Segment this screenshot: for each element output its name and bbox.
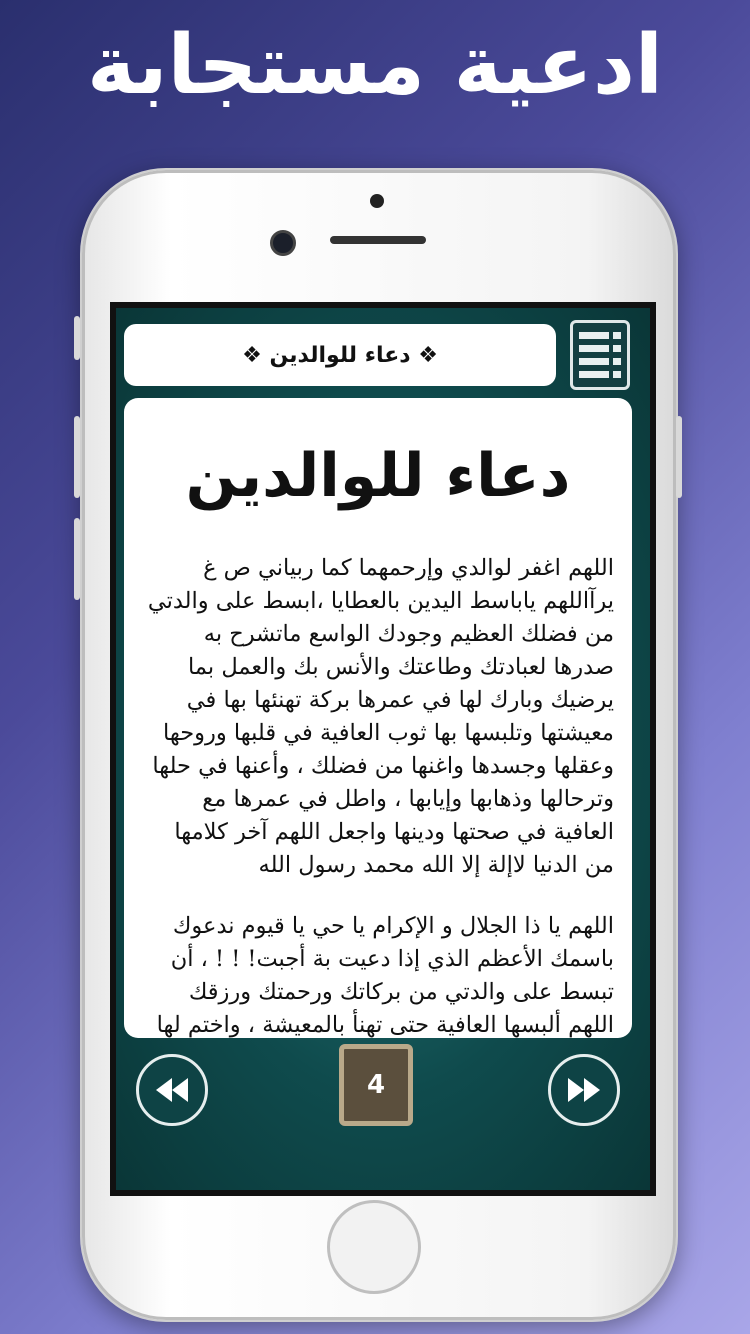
page-number-badge bbox=[339, 1044, 413, 1126]
promo-title: ادعية مستجابة bbox=[86, 18, 664, 113]
header-title: ❖ دعاء للوالدين ❖ bbox=[242, 342, 438, 368]
prayer-text bbox=[124, 552, 632, 1038]
phone-power-button bbox=[676, 416, 682, 498]
phone-volume-up bbox=[74, 416, 80, 498]
phone-volume-down bbox=[74, 518, 80, 600]
prayer-paragraph: اللهم يا ذا الجلال و الإكرام يا حي يا قيوم ندعوك باسمك الأعظم الذي إذا دعيت بة أجبت! ! ! ، أن تبسط على والدتي من بركاتك ورحمتك ورزقك اللهم ألبسها العافية حتى تهنأ بالمعيشة ، واختم لها bbox=[156, 913, 614, 1038]
page-number: 4 bbox=[366, 1070, 386, 1100]
front-camera bbox=[270, 230, 296, 256]
list-menu-icon[interactable] bbox=[570, 320, 630, 390]
prayer-content-card[interactable] bbox=[124, 398, 632, 1038]
phone-frame bbox=[80, 168, 678, 1322]
earpiece-speaker bbox=[330, 236, 426, 244]
home-button[interactable] bbox=[327, 1200, 421, 1294]
fast-forward-icon[interactable] bbox=[548, 1054, 620, 1126]
phone-mute-switch bbox=[74, 316, 80, 360]
prayer-heading: دعاء للوالدين bbox=[185, 441, 571, 511]
rewind-icon[interactable] bbox=[136, 1054, 208, 1126]
proximity-sensor bbox=[370, 194, 384, 208]
prayer-paragraph: اللهم اغفر لوالدي وإرحمهما كما ربياني ص غ يرآاللهم ياباسط اليدين بالعطايا ،ابسط على والدتي من فضلك العظيم وجودك الواسع ماتشرح به صدرها لعبادتك وطاعتك والأنس بك والعمل بما يرضيك وبارك لها في عمرها بركة تهنئها بها في معيشتها وتلبسها بها ثوب العافية في قلبها وروحها وعقلها وجسدها واغنها من فضلك ، وأعنها في حلها وترحالها وذهابها وإيابها ، واطل في عمرها مع العافية في صحتها ودينها واجعل اللهم آخر كلامها من الدنيا لاإلة إلا الله محمد رسول الله bbox=[147, 555, 614, 878]
header-title-bar bbox=[124, 324, 556, 386]
app-screen bbox=[110, 302, 656, 1196]
